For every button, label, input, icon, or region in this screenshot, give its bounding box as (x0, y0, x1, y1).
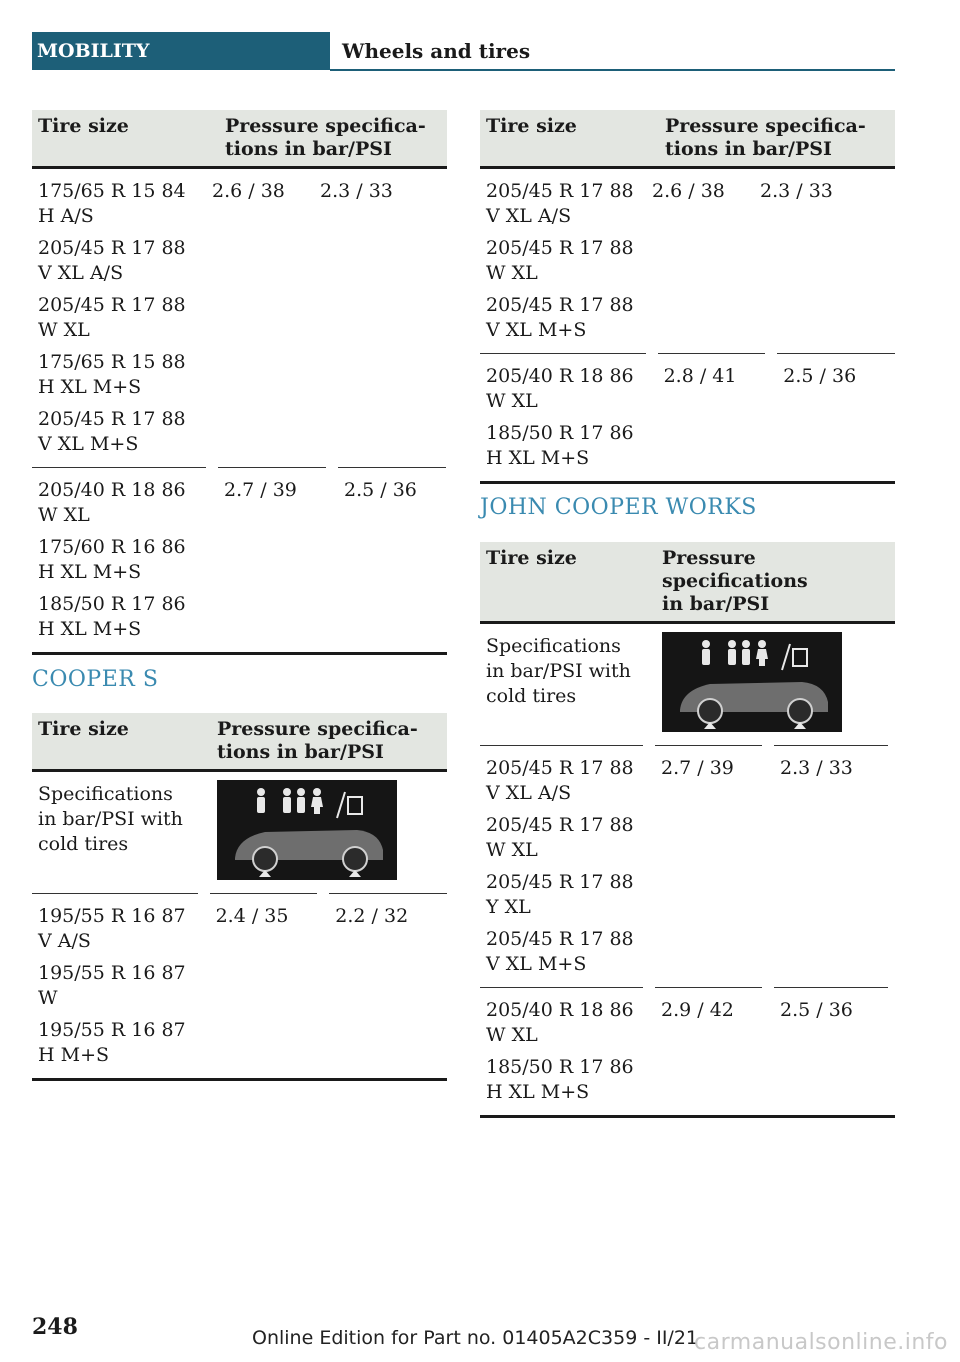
tire-size: 175/60 R 16 86 H XL M+S (38, 536, 186, 583)
spec-label: Specifications in bar/PSI with cold tires (486, 635, 631, 707)
table-row (480, 169, 895, 353)
column-pressure: Pressure specifica- tions in bar/PSI (225, 115, 426, 160)
table-row (32, 467, 447, 652)
table-row (480, 745, 895, 987)
tire-size: 185/50 R 17 86 H XL M+S (486, 1056, 634, 1103)
tire-size: 205/40 R 18 86 W XL (486, 999, 634, 1046)
tire-size: 175/65 R 15 88 H XL M+S (38, 351, 186, 398)
tire-size: 205/40 R 18 86 W XL (486, 365, 634, 412)
tire-size: 205/40 R 18 86 W XL (38, 479, 186, 526)
load-display (211, 772, 403, 893)
pressure-front: 2.6 / 38 (212, 180, 285, 202)
column-tire-size: Tire size (486, 115, 577, 137)
tire-size: 195/55 R 16 87 H M+S (38, 1019, 186, 1066)
column-pressure: Pressure specifica- tions in bar/PSI (217, 718, 418, 763)
tire-pressure-table-left (32, 110, 447, 655)
pressure-rear: 2.2 / 32 (329, 893, 447, 1078)
header-rule (330, 69, 895, 71)
page-header (32, 32, 895, 70)
tire-pressure-table-right (480, 110, 895, 484)
table-body (480, 169, 895, 481)
occupancy-and-luggage-load-icon (217, 780, 397, 880)
tire-size-cell (32, 893, 198, 1078)
header-chapter-title: Wheels and tires (342, 39, 531, 63)
tire-size: 205/45 R 17 88 V XL M+S (486, 294, 634, 341)
spec-row (32, 772, 447, 893)
table-header (480, 110, 895, 169)
tire-size-cell (480, 353, 646, 481)
pressure-rear: 2.5 / 36 (777, 353, 895, 481)
pressure-front: 2.4 / 35 (210, 893, 318, 1078)
column-tire-size: Tire size (486, 547, 577, 569)
load-display (656, 624, 848, 745)
tire-size: 205/45 R 17 88 W XL (486, 814, 634, 861)
header-section-label: MOBILITY (32, 32, 330, 70)
tire-size-cell (32, 467, 206, 652)
table-row (32, 893, 447, 1078)
tire-size: 195/55 R 16 87 W (38, 962, 186, 1009)
pressure-rear: 2.3 / 33 (320, 180, 393, 202)
column-pressure: Pressure specifications in bar/PSI (662, 547, 808, 615)
tire-size: 205/45 R 17 88 V XL M+S (38, 408, 186, 455)
column-pressure: Pressure specifica- tions in bar/PSI (665, 115, 866, 160)
table-row (480, 353, 895, 481)
tire-size: 205/45 R 17 88 V XL M+S (486, 928, 634, 975)
table-header (32, 713, 447, 772)
tire-size-cell (480, 987, 643, 1115)
tire-size-cell (480, 169, 646, 353)
column-tire-size: Tire size (38, 115, 129, 137)
table-body (32, 893, 447, 1078)
tire-size: 185/50 R 17 86 H XL M+S (486, 422, 634, 469)
section-title-jcw: JOHN COOPER WORKS (480, 495, 757, 520)
tire-size: 175/65 R 15 84 H A/S (38, 180, 186, 227)
table-row (32, 169, 447, 467)
pressure-front: 2.8 / 41 (658, 353, 766, 481)
table-header (480, 542, 895, 624)
tire-size: 205/45 R 17 88 V XL A/S (486, 757, 634, 804)
tire-size: 205/45 R 17 88 Y XL (486, 871, 634, 918)
watermark: carmanualsonline.info (694, 1330, 948, 1355)
section-title-cooper-s: COOPER S (32, 667, 159, 692)
load-display-graphic (217, 780, 397, 880)
column-tire-size: Tire size (38, 718, 129, 740)
tire-size: 205/45 R 17 88 V XL A/S (486, 180, 634, 227)
tire-pressure-table-jcw (480, 542, 895, 1118)
tire-size-cell (32, 169, 206, 467)
tire-size: 205/45 R 17 88 W XL (486, 237, 634, 284)
tire-size: 195/55 R 16 87 V A/S (38, 905, 186, 952)
table-body (32, 169, 447, 652)
load-display-graphic (662, 632, 842, 732)
pressure-rear: 2.3 / 33 (774, 745, 888, 987)
table-header (32, 110, 447, 169)
tire-size: 205/45 R 17 88 W XL (38, 294, 186, 341)
pressure-front: 2.9 / 42 (655, 987, 762, 1115)
table-row (480, 987, 895, 1115)
page-number: 248 (32, 1314, 78, 1340)
tire-size: 185/50 R 17 86 H XL M+S (38, 593, 186, 640)
footer-edition: Online Edition for Part no. 01405A2C359 - II/21 (252, 1327, 699, 1349)
pressure-front: 2.6 / 38 (652, 180, 725, 202)
occupancy-and-luggage-load-icon (662, 632, 842, 732)
pressure-rear: 2.5 / 36 (774, 987, 888, 1115)
tire-size-cell (480, 745, 643, 987)
pressure-rear: 2.3 / 33 (760, 180, 833, 202)
tire-pressure-table-cooper-s (32, 713, 447, 1081)
pressure-front: 2.7 / 39 (218, 467, 326, 652)
tire-size: 205/45 R 17 88 V XL A/S (38, 237, 186, 284)
pressure-rear: 2.5 / 36 (338, 467, 446, 652)
table-body (480, 745, 895, 1115)
pressure-front: 2.7 / 39 (655, 745, 762, 987)
spec-label: Specifications in bar/PSI with cold tires (38, 783, 183, 855)
spec-row (480, 624, 895, 745)
